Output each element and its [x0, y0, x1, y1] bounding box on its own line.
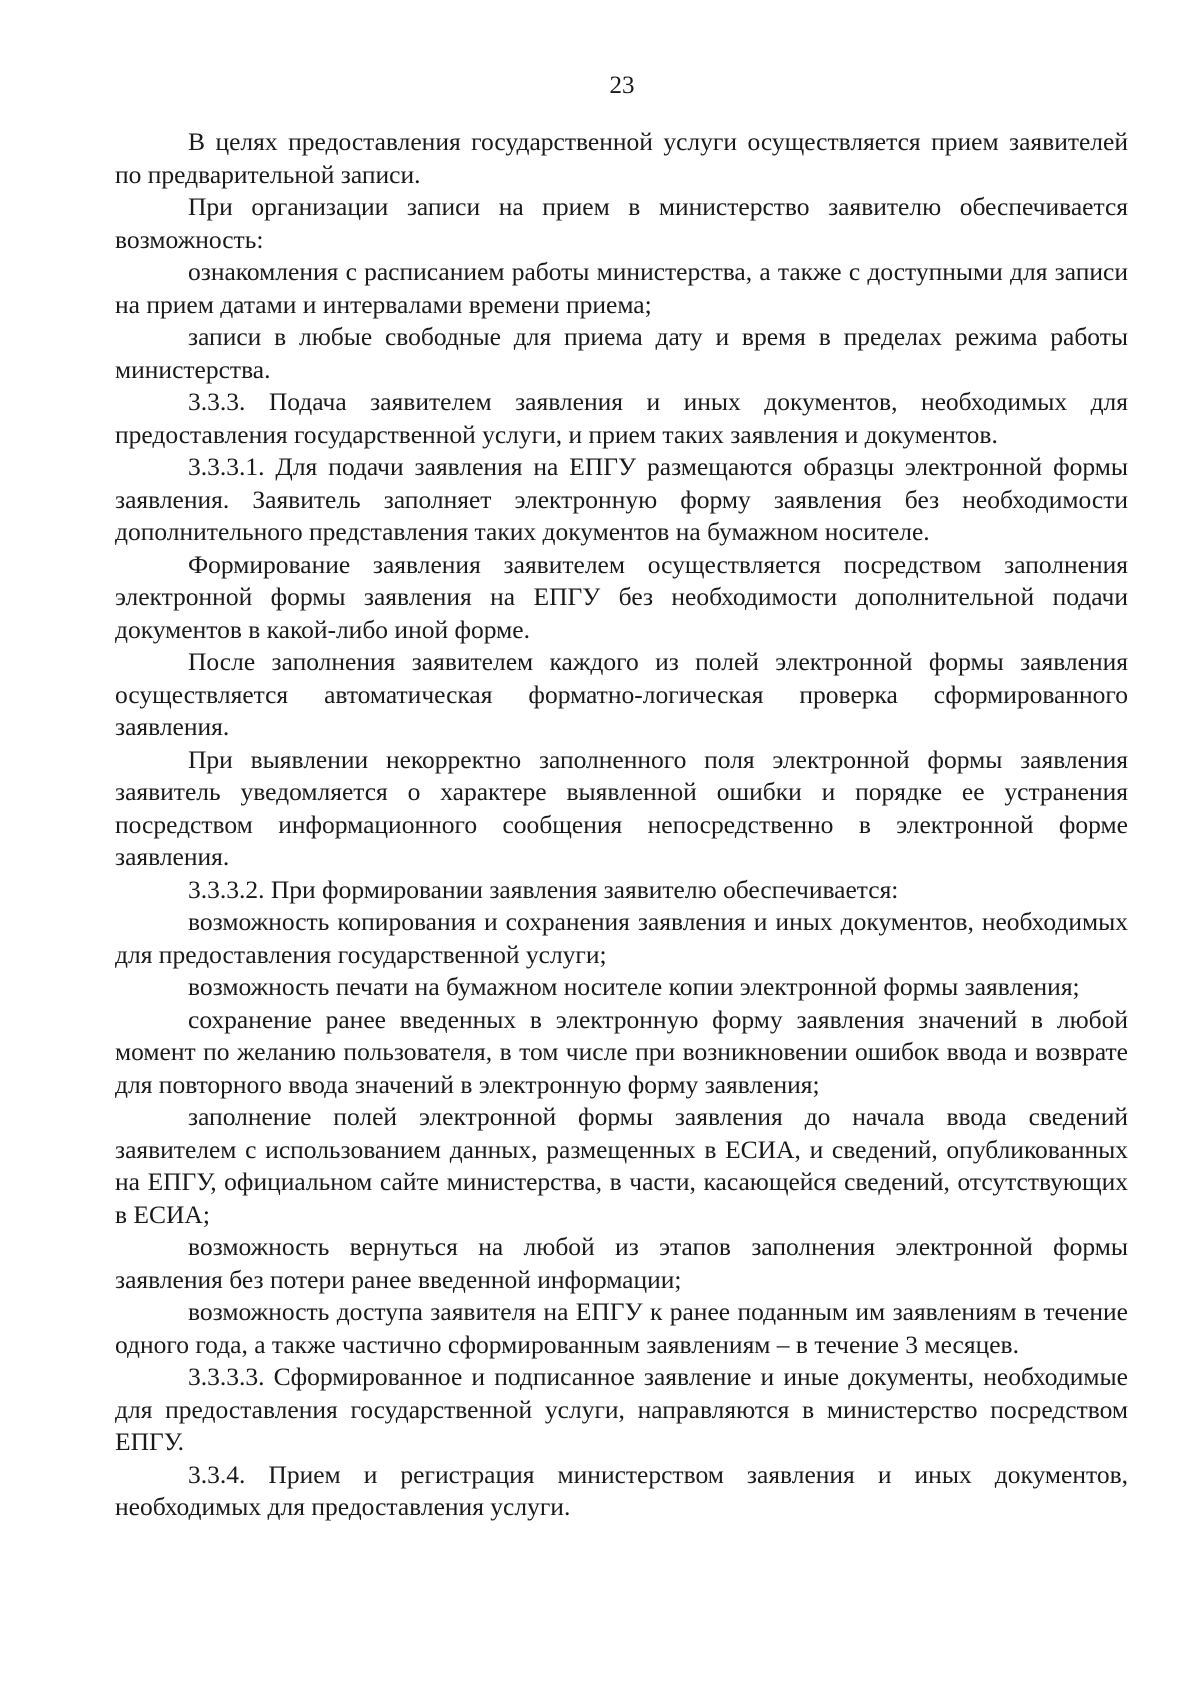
paragraph-free-slot-booking: записи в любые свободные для приема дату и время в пределах режима работы министерства. [115, 322, 1128, 384]
paragraph-application-forming: Формирование заявления заявителем осуществляется посредством заполнения электронной формы заявления на ЕПГУ без необходимости дополнительной подачи документов в какой-либо иной форме. [115, 549, 1128, 644]
paragraph-access-history: возможность доступа заявителя на ЕПГУ к ранее поданным им заявлениям в течение одного года, а также частично сформированным заявлениям – в течение 3 месяцев. [115, 1297, 1128, 1359]
paragraph-format-check: После заполнения заявителем каждого из полей электронной формы заявления осуществляется автоматическая форматно-логическая проверка сформированного заявления. [115, 647, 1128, 741]
paragraph-schedule-review: ознакомления с расписанием работы министерства, а также с доступными для записи на прием датами и интервалами времени приема; [115, 257, 1128, 319]
paragraph-return-to-step: возможность вернуться на любой из этапов заполнения электронной формы заявления без потери ранее введенной информации; [115, 1232, 1128, 1294]
paragraph-error-notification: При выявлении некорректно заполненного поля электронной формы заявления заявитель уведомляется о характере выявленной ошибки и порядке ее устранения посредством информационного сообщения непосредственно в электронной форме заявления. [115, 744, 1128, 871]
document-body [115, 126, 1128, 1524]
page-number: 23 [609, 72, 635, 99]
paragraph-section-3-3-3-2: 3.3.3.2. При формировании заявления заявителю обеспечивается: [188, 874, 899, 904]
paragraph-appointment-options: При организации записи на прием в министерство заявителю обеспечивается возможность: [115, 192, 1128, 254]
paragraph-section-3-3-3-3: 3.3.3.3. Сформированное и подписанное заявление и иные документы, необходимые для предоставления государственной услуги, направляются в министерство посредством ЕПГУ. [115, 1362, 1128, 1456]
paragraph-print-copy: возможность печати на бумажном носителе копии электронной формы заявления; [188, 972, 1080, 1001]
paragraph-section-3-3-3: 3.3.3. Подача заявителем заявления и иных документов, необходимых для предоставления государственной услуги, и прием таких заявления и документов. [115, 387, 1128, 449]
paragraph-section-3-3-3-1: 3.3.3.1. Для подачи заявления на ЕПГУ размещаются образцы электронной формы заявления. Заявитель заполняет электронную форму заявления без необходимости дополнительного представления таких документов на бумажном носителе. [115, 452, 1128, 546]
paragraph-section-3-3-4: 3.3.4. Прием и регистрация министерством заявления и иных документов, необходимых для предоставления услуги. [115, 1459, 1128, 1521]
paragraph-copy-save: возможность копирования и сохранения заявления и иных документов, необходимых для предоставления государственной услуги; [115, 907, 1128, 969]
paragraph-appointment-intro: В целях предоставления государственной услуги осуществляется прием заявителей по предварительной записи. [115, 127, 1128, 189]
paragraph-prefill-esia: заполнение полей электронной формы заявления до начала ввода сведений заявителем с использованием данных, размещенных в ЕСИА, и сведений, опубликованных на ЕПГУ, официальном сайте министерства, в части, касающейся сведений, отсутствующих в ЕСИА; [115, 1102, 1128, 1229]
paragraph-value-retention: сохранение ранее введенных в электронную форму заявления значений в любой момент по желанию пользователя, в том числе при возникновении ошибок ввода и возврате для повторного ввода значений в электронную форму заявления; [115, 1004, 1128, 1099]
